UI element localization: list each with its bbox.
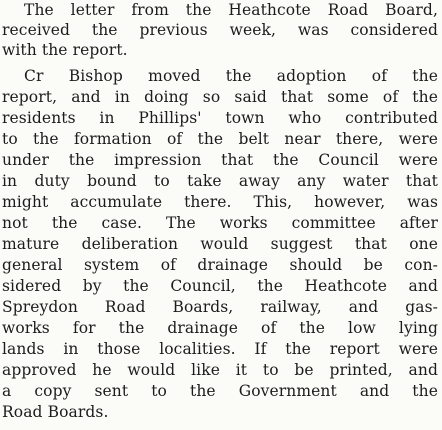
text-line: a copy sent to the Government and the bbox=[2, 382, 438, 400]
text-line: might accumulate there. This, however, was bbox=[2, 193, 438, 211]
text-line: approved he would like it to be printed, and bbox=[2, 361, 438, 379]
text-line: report, and in doing so said that some of the bbox=[2, 88, 438, 106]
text-line: Road Boards. bbox=[2, 403, 109, 421]
text-line: lands in those localities. If the report were bbox=[2, 340, 438, 358]
text-line: mature deliberation would suggest that one bbox=[2, 235, 438, 253]
text-line: The letter from the Heathcote Road Board, bbox=[24, 1, 438, 19]
text-line: with the report. bbox=[2, 41, 128, 59]
text-line: Cr Bishop moved the adoption of the bbox=[24, 67, 438, 85]
text-line: sidered by the Council, the Heathcote and bbox=[2, 277, 438, 295]
text-line: Spreydon Road Boards, railway, and gas- bbox=[2, 298, 438, 316]
text-line: works for the drainage of the low lying bbox=[2, 319, 438, 337]
text-line: in duty bound to take away any water that bbox=[2, 172, 438, 190]
text-line: under the impression that the Council were bbox=[2, 151, 438, 169]
text-line: residents in Phillips' town who contributed bbox=[2, 109, 438, 127]
text-line: not the case. The works committee after bbox=[2, 214, 438, 232]
text-line: to the formation of the belt near there, were bbox=[2, 130, 438, 148]
text-line: received the previous week, was considered bbox=[2, 21, 438, 39]
text-line: general system of drainage should be con- bbox=[2, 256, 438, 274]
